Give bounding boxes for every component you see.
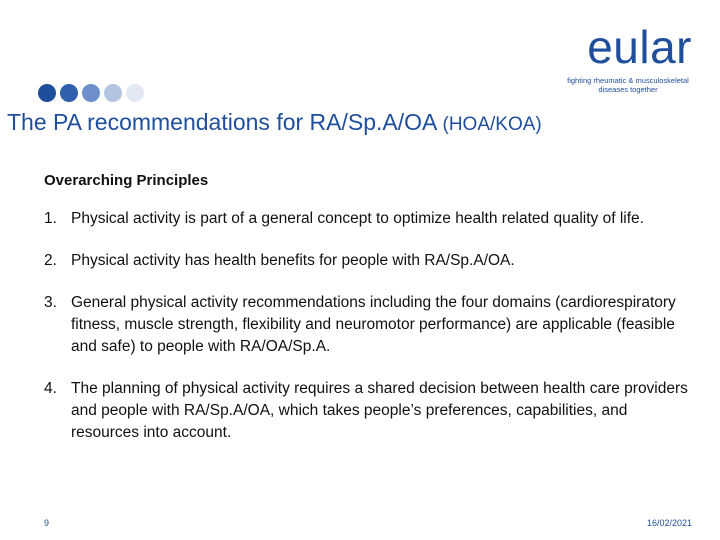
decorative-dot-5 [126, 84, 144, 102]
logo-wordmark: eular [587, 21, 692, 73]
principle-number: 4. [44, 380, 57, 397]
principle-item [44, 208, 694, 230]
section-heading: Overarching Principles [44, 172, 209, 189]
slide-title-main: The PA recommendations for RA/Sp.A/OA [7, 109, 437, 135]
slide-date: 16/02/2021 [646, 518, 692, 528]
principles-list [44, 208, 694, 464]
principle-text: Physical activity is part of a general concept to optimize health related quality of life. [71, 210, 644, 227]
principle-item [44, 250, 694, 272]
principle-text: The planning of physical activity requires a shared decision between health care providers and people with RA/Sp.A/OA, which takes people’s preferences, capabilities, and resources into account. [71, 380, 688, 441]
decorative-dots [38, 84, 144, 102]
principle-item [44, 378, 694, 444]
decorative-dot-1 [38, 84, 56, 102]
decorative-dot-2 [60, 84, 78, 102]
slide-title [7, 108, 542, 139]
principle-number: 1. [44, 210, 57, 227]
eular-logo [562, 21, 692, 94]
page-number: 9 [44, 518, 50, 528]
decorative-dot-4 [104, 84, 122, 102]
slide-title-suffix: (HOA/KOA) [442, 114, 542, 135]
principle-number: 3. [44, 294, 57, 311]
principle-number: 2. [44, 252, 57, 269]
decorative-dot-3 [82, 84, 100, 102]
logo-tagline: fighting rheumatic & musculoskeletal diseases together [567, 76, 689, 94]
principle-text: General physical activity recommendations including the four domains (cardiorespiratory fitness, muscle strength, flexibility and neuromotor performance) are applicable (feasible and safe) to people with RA/OA/Sp.A. [71, 294, 676, 355]
principle-item [44, 292, 694, 358]
principle-text: Physical activity has health benefits for people with RA/Sp.A/OA. [71, 252, 515, 269]
